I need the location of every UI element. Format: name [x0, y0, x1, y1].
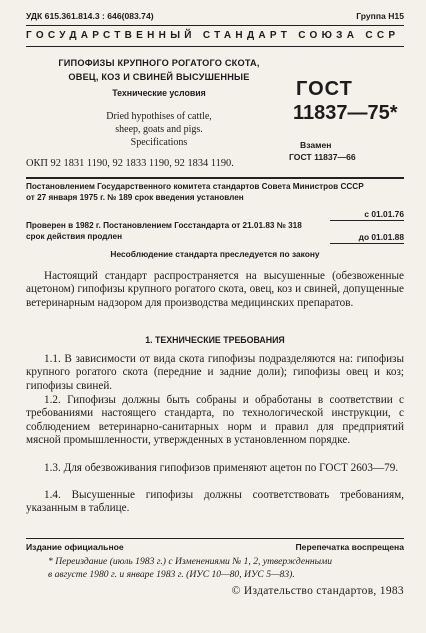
effective-date-rule [330, 220, 404, 221]
extended-date: до 01.01.88 [358, 232, 404, 242]
group-code: Группа Н15 [356, 11, 404, 21]
reprint-prohibited: Перепечатка воспрещена [295, 542, 404, 552]
intro-paragraph: Настоящий стандарт распространяется на высушенные (обезвоженные ацетоном) гипофизы крупного рогатого скота, овец, коз и свиней, допущенные ветеринарным надзором для производства медицинских препаратов. [26, 270, 404, 309]
clause-1-4: 1.4. Высушенные гипофизы должны соответствовать требованиям, указанным в таблице. [26, 489, 404, 515]
gost-number: 11837—75* [293, 102, 398, 124]
subtitle: Технические условия [112, 88, 206, 98]
clause-1-3: 1.3. Для обезвоживания гипофизов применяют ацетон по ГОСТ 2603—79. [44, 462, 399, 474]
agency-rule [26, 46, 404, 47]
top-rule [26, 25, 404, 26]
legal-notice: Несоблюдение стандарта преследуется по закону [110, 249, 320, 259]
english-title-1: Dried hypothises of cattle, [106, 111, 212, 122]
udk-code: УДК 615.361.814.3 : 646(083.74) [26, 11, 154, 21]
clause-1-1: 1.1. В зависимости от вида скота гипофизы подразделяются на: гипофизы крупного рогатого скота (передние и задние доли); гипофизы овец и коз; гипофизы свиней. [26, 353, 404, 392]
extended-date-rule [330, 243, 404, 244]
decree-1-line-1: Постановлением Государственного комитета стандартов Совета Министров СССР [26, 182, 364, 191]
official-edition: Издание официальное [26, 542, 124, 552]
decree-1-line-2: от 27 января 1975 г. № 189 срок введения установлен [26, 193, 244, 202]
clause-1-2: 1.2. Гипофизы должны быть собраны и обработаны в соответствии с требованиями настоящего стандарта, по технологической инструкции, с соблюдением ветеринарно-санитарных норм и правил для предприятий мясной промышленности, утвержденных в установленном порядке. [26, 394, 404, 447]
title-line-1: ГИПОФИЗЫ КРУПНОГО РОГАТОГО СКОТА, [58, 58, 260, 68]
reissue-note-1: * Переиздание (июль 1983 г.) с Изменениями № 1, 2, утвержденными [48, 556, 333, 567]
copyright-line: © Издательство стандартов, 1983 [231, 585, 404, 597]
agency-name: ГОСУДАРСТВЕННЫЙ СТАНДАРТ СОЮЗА ССР [26, 30, 400, 41]
okp-codes: ОКП 92 1831 1190, 92 1833 1190, 92 1834 1190. [26, 158, 234, 169]
title-line-2: ОВЕЦ, КОЗ И СВИНЕЙ ВЫСУШЕННЫЕ [68, 72, 250, 82]
english-title-3: Specifications [130, 137, 188, 148]
section-heading: 1. ТЕХНИЧЕСКИЕ ТРЕБОВАНИЯ [145, 335, 285, 345]
gost-label: ГОСТ [296, 78, 353, 100]
replaces-value: ГОСТ 11837—66 [289, 152, 356, 162]
header-rule [26, 177, 404, 179]
decree-2-line-2: срок действия продлен [26, 232, 123, 241]
reissue-note-2: в августе 1980 г. и январе 1983 г. (ИУС 10—80, ИУС 5—83). [48, 569, 295, 580]
english-title-2: sheep, goats and pigs. [115, 124, 203, 135]
footer-rule [26, 538, 404, 539]
decree-2-line-1: Проверен в 1982 г. Постановлением Госстандарта от 21.01.83 № 318 [26, 221, 302, 230]
effective-date: с 01.01.76 [364, 209, 404, 219]
replaces-label: Взамен [300, 140, 332, 150]
